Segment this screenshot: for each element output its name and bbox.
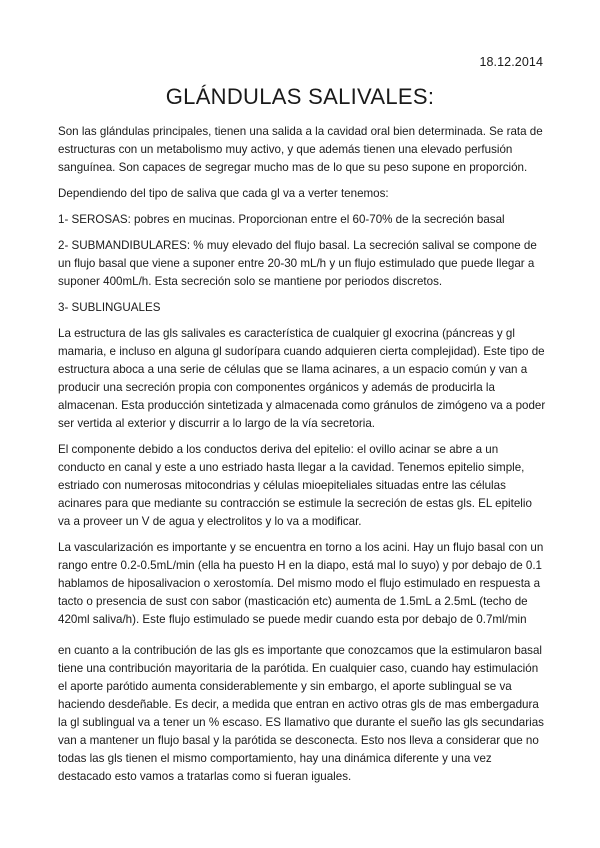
paragraph-intro: Son las glándulas principales, tienen una salida a la cavidad oral bien determinada. Se rata de estructuras con un metabolismo muy activo, y que además tienen una elevado perfusión sanguínea. Son capaces de segregar mucho mas de lo que su peso supone en proporción. bbox=[58, 125, 543, 174]
paragraph-vascularization: La vascularización es importante y se encuentra en torno a los acini. Hay un flujo basal con un rango entre 0.2-0.5mL/min (ella ha puesto H en la diapo, está mal lo suyo) y por debajo de 0.1 hablamos de hiposalivacion o xerostomía. Del mismo modo el flujo estimulado en respuesta a tacto o presencia de sust con sabor (masticación etc) aumenta de 1.5mL a 2.5mL (techo de 420ml saliva/h). Este flujo estimulado se puede medir cuando esta por debajo de 0.7ml/min bbox=[58, 541, 544, 626]
list-item-sublinguales: 3- SUBLINGUALES bbox=[58, 301, 161, 314]
list-item-submandibulares: 2- SUBMANDIBULARES: % muy elevado del flujo basal. La secreción salival se compone de un flujo basal que viene a suponer entre 20-30 mL/h y un flujo estimulado que puede llegar a suponer 400mL/h. Esta secreción solo se mantiene por periodos discretos. bbox=[58, 239, 537, 288]
paragraph-ducts: El componente debido a los conductos deriva del epitelio: el ovillo acinar se abre a un conducto en canal y este a uno estriado hasta llegar a la cavidad. Tenemos epitelio simple, estriado con numerosas mitocondrias y células mioepiteliales situadas entre las células acinares para que mediante su contracción se estimule la secreción de estas gls. EL epitelio va a proveer un V de agua y electrolitos y lo va a modificar. bbox=[58, 443, 532, 528]
document-title: GLÁNDULAS SALIVALES: bbox=[165, 84, 435, 109]
paragraph-saliva-types: Dependiendo del tipo de saliva que cada gl va a verter tenemos: bbox=[58, 187, 389, 200]
list-item-serosas: 1- SEROSAS: pobres en mucinas. Proporcionan entre el 60-70% de la secreción basal bbox=[58, 213, 505, 226]
paragraph-contribution: en cuanto a la contribución de las gls es importante que conozcamos que la estimularon basal tiene una contribución mayoritaria de la parótida. En cualquier caso, cuando hay estimulación el aporte parótido aumenta considerablemente y sin embargo, el aporte sublingual se va haciendo desdeñable. Es decir, a medida que entran en activo otras gls de mas embergadura la gl sublingual va a tener un % escaso. ES llamativo que durante el sueño las gls secundarias van a mantener un flujo basal y la parótida se desconecta. Esto nos lleva a considerar que no todas las gls tienen el mismo comportamiento, hay una dinámica diferente y una vez destacado esto vamos a tratarlas como si fueran iguales. bbox=[58, 644, 544, 783]
paragraph-structure: La estructura de las gls salivales es característica de cualquier gl exocrina (páncreas y gl mamaria, e incluso en alguna gl sudorípara cuando adquieren cierta complejidad). Este tipo de estructura aboca a una serie de células que se llama acinares, a un espacio común y van a producir una secreción propia con componentes orgánicos y además de producirla la almacenan. Esta producción sintetizada y almacenada como gránulos de zimógeno va a poder ser vertida al exterior y discurrir a lo largo de la vía secretoria. bbox=[58, 327, 546, 430]
document-body bbox=[58, 123, 546, 794]
document-date: 18.12.2014 bbox=[479, 55, 543, 69]
